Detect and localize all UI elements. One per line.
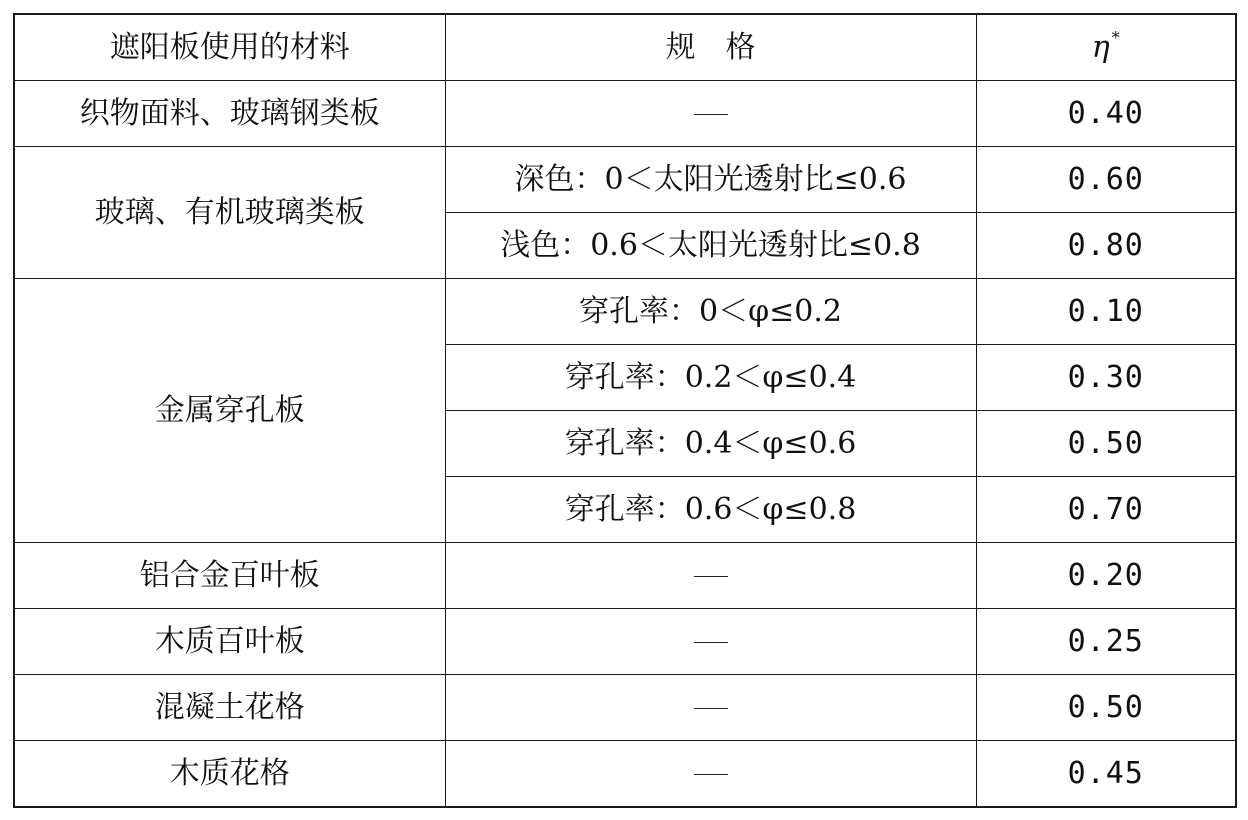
table-row: [14, 609, 1236, 675]
eta-symbol: η: [1091, 29, 1110, 65]
eta-asterisk: *: [1111, 27, 1120, 47]
spec-cell: [445, 675, 976, 741]
eta-cell: 0.25: [976, 609, 1236, 675]
eta-cell: 0.40: [976, 81, 1236, 147]
spec-cell: 穿孔率：0.6＜φ≤0.8: [445, 477, 976, 543]
table-row: [14, 543, 1236, 609]
dash-mark: [694, 708, 728, 709]
material-cell: 金属穿孔板: [14, 279, 445, 543]
table-header-row: [14, 14, 1236, 81]
dash-mark: [694, 576, 728, 577]
eta-cell: 0.20: [976, 543, 1236, 609]
eta-cell: 0.60: [976, 147, 1236, 213]
spec-cell: 深色：0＜太阳光透射比≤0.6: [445, 147, 976, 213]
table-row: [14, 279, 1236, 345]
eta-cell: 0.10: [976, 279, 1236, 345]
eta-cell: 0.80: [976, 213, 1236, 279]
material-cell: 木质百叶板: [14, 609, 445, 675]
material-cell: 木质花格: [14, 741, 445, 808]
spec-cell: [445, 609, 976, 675]
table-row: [14, 741, 1236, 808]
material-cell: 混凝土花格: [14, 675, 445, 741]
spec-cell: [445, 741, 976, 808]
spec-cell: 穿孔率：0.4＜φ≤0.6: [445, 411, 976, 477]
material-cell: 玻璃、有机玻璃类板: [14, 147, 445, 279]
header-material: 遮阳板使用的材料: [14, 14, 445, 81]
eta-cell: 0.50: [976, 675, 1236, 741]
dash-mark: [694, 114, 728, 115]
eta-cell: 0.70: [976, 477, 1236, 543]
table-row: [14, 147, 1236, 213]
eta-cell: 0.45: [976, 741, 1236, 808]
dash-mark: [694, 774, 728, 775]
eta-cell: 0.50: [976, 411, 1236, 477]
table-row: [14, 675, 1236, 741]
dash-mark: [694, 642, 728, 643]
shading-material-table: [13, 13, 1237, 808]
spec-cell: 穿孔率：0.2＜φ≤0.4: [445, 345, 976, 411]
spec-cell: 穿孔率：0＜φ≤0.2: [445, 279, 976, 345]
spec-cell: 浅色：0.6＜太阳光透射比≤0.8: [445, 213, 976, 279]
header-eta: [976, 14, 1236, 81]
table-row: [14, 81, 1236, 147]
material-cell: 铝合金百叶板: [14, 543, 445, 609]
header-spec: 规 格: [445, 14, 976, 81]
material-cell: 织物面料、玻璃钢类板: [14, 81, 445, 147]
spec-cell: [445, 543, 976, 609]
spec-cell: [445, 81, 976, 147]
eta-cell: 0.30: [976, 345, 1236, 411]
